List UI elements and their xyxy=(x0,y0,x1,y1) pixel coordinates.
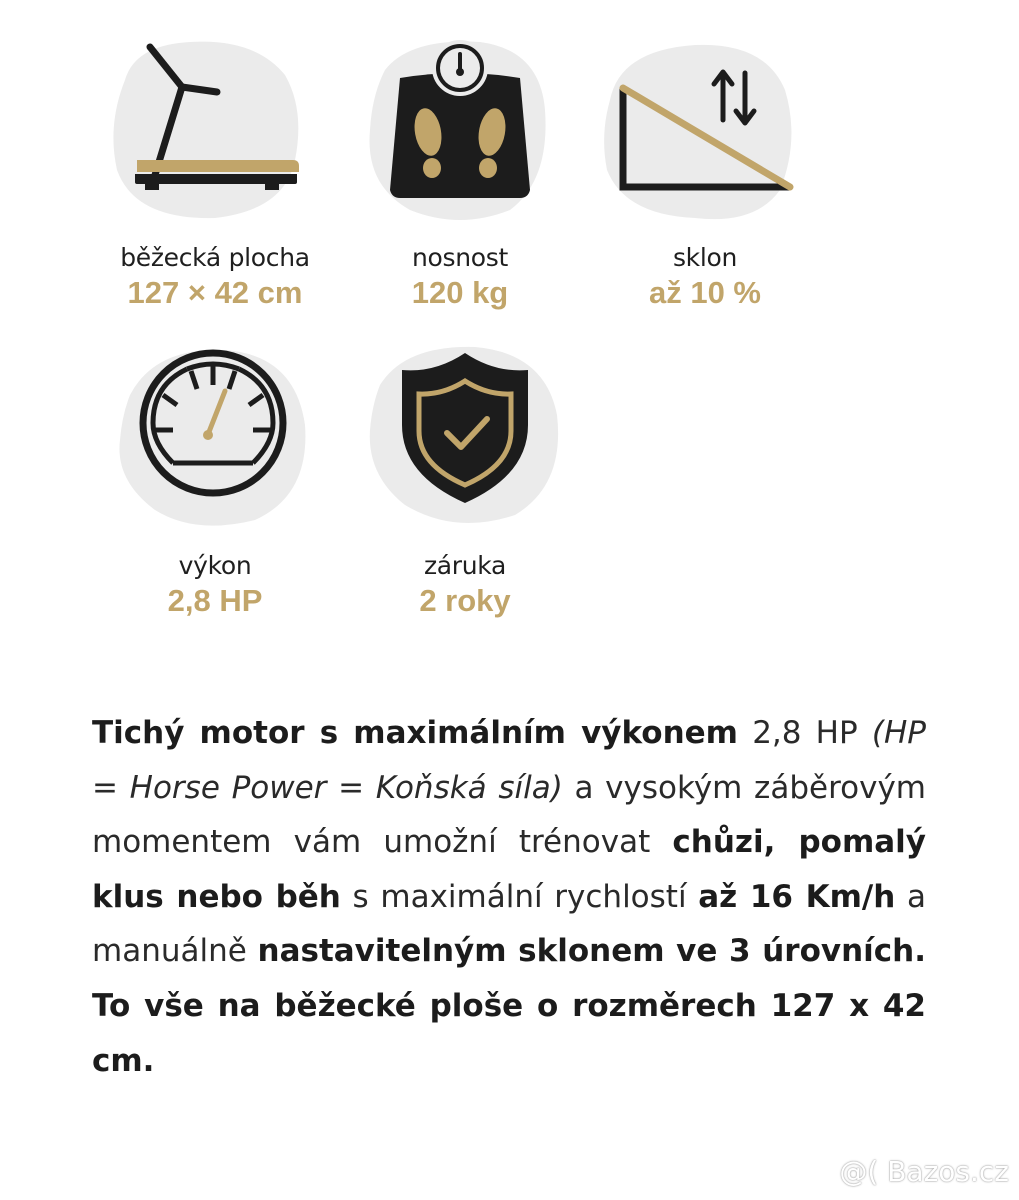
scale-icon xyxy=(340,30,580,230)
description-text: s maximální rychlostí xyxy=(340,878,699,915)
shield-check-icon xyxy=(345,335,585,535)
feature-value: 127 × 42 cm xyxy=(127,275,303,310)
description-bold: nastavitelným sklonem ve 3 úrovních. To vše na běžecké ploše o rozměrech 127 x 42 cm. xyxy=(92,933,926,1079)
description-bold: Tichý motor s maximálním výkonem xyxy=(92,715,738,751)
feature-label: sklon xyxy=(672,243,738,272)
feature-value: 2 roky xyxy=(419,583,511,618)
feature-label: záruka xyxy=(423,551,507,580)
feature-value: až 10 % xyxy=(648,275,761,310)
feature-label: běžecká plocha xyxy=(120,243,310,272)
speedometer-icon xyxy=(95,335,335,535)
description-bold: chůzi, pomalý klus nebo běh xyxy=(92,824,926,915)
feature-label: výkon xyxy=(178,551,252,580)
incline-icon xyxy=(585,30,825,230)
description-italic: (HP = Horse Power = Koňská síla) xyxy=(92,715,926,806)
description-text: 2,8 HP xyxy=(738,715,872,751)
description-paragraph xyxy=(92,706,926,1088)
feature-value: 120 kg xyxy=(411,275,509,310)
watermark: @( Bazos.cz xyxy=(839,1155,1009,1188)
description-bold: až 16 Km/h xyxy=(698,878,896,915)
feature-label: nosnost xyxy=(411,243,509,272)
description-text: a manuálně xyxy=(92,878,926,970)
treadmill-icon xyxy=(95,30,335,230)
description-text: a vysokým záběrovým momentem vám umožní trénovat xyxy=(92,769,926,861)
feature-value: 2,8 HP xyxy=(167,583,263,618)
